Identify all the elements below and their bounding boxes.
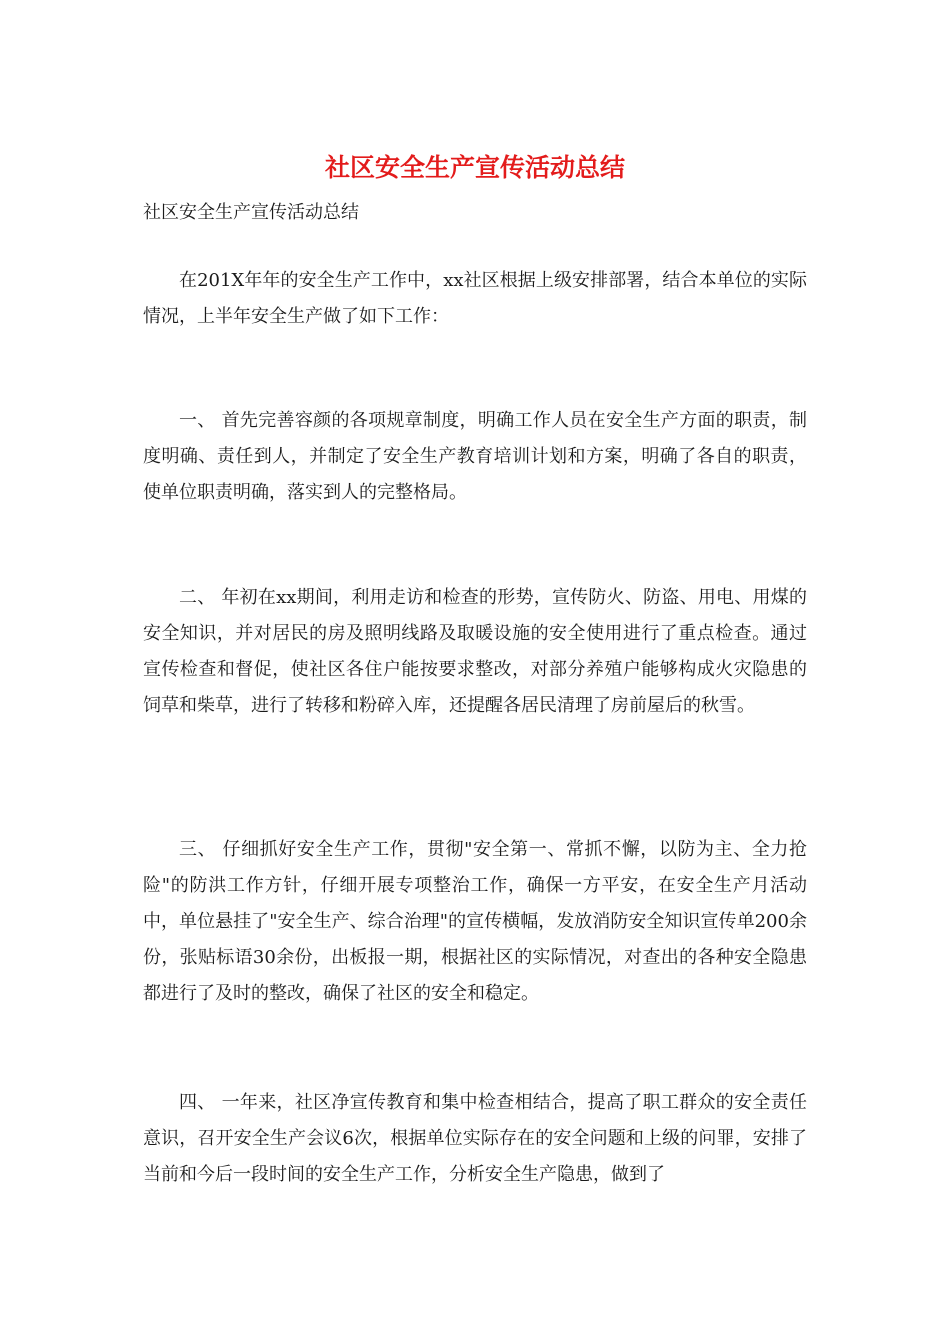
document-subtitle: 社区安全生产宣传活动总结 [143, 202, 359, 223]
paragraph-intro: 在201X年年的安全生产工作中，xx社区根据上级安排部署，结合本单位的实际情况，上半年安全生产做了如下工作： [143, 270, 807, 327]
document-title: 社区安全生产宣传活动总结 [324, 153, 625, 182]
paragraph-section-1: 一、 首先完善容颜的各项规章制度，明确工作人员在安全生产方面的职责，制度明确、责任到人，并制定了安全生产教育培训计划和方案，明确了各自的职责，使单位职责明确，落实到人的完整格局。 [143, 410, 807, 503]
paragraph-section-3: 三、 仔细抓好安全生产工作，贯彻"安全第一、常抓不懈，以防为主、全力抢险"的防洪工作方针，仔细开展专项整治工作，确保一方平安，在安全生产月活动中，单位悬挂了"安全生产、综合治理"的宣传横幅，发放消防安全知识宣传单200余份，张贴标语30余份，出板报一期，根据社区的实际情况，对查出的各种安全隐患都进行了及时的整改，确保了社区的安全和稳定。 [143, 839, 807, 1004]
paragraph-section-4: 四、 一年来，社区净宣传教育和集中检查相结合，提高了职工群众的安全责任意识，召开安全生产会议6次，根据单位实际存在的安全问题和上级的问罪，安排了当前和今后一段时间的安全生产工作，分析安全生产隐患，做到了 [143, 1092, 807, 1185]
paragraph-section-2: 二、 年初在xx期间，利用走访和检查的形势，宣传防火、防盗、用电、用煤的安全知识，并对居民的房及照明线路及取暖设施的安全使用进行了重点检查。通过宣传检查和督促，使社区各住户能按要求整改，对部分养殖户能够构成火灾隐患的饲草和柴草，进行了转移和粉碎入库，还提醒各居民清理了房前屋后的秋雪。 [143, 587, 807, 716]
